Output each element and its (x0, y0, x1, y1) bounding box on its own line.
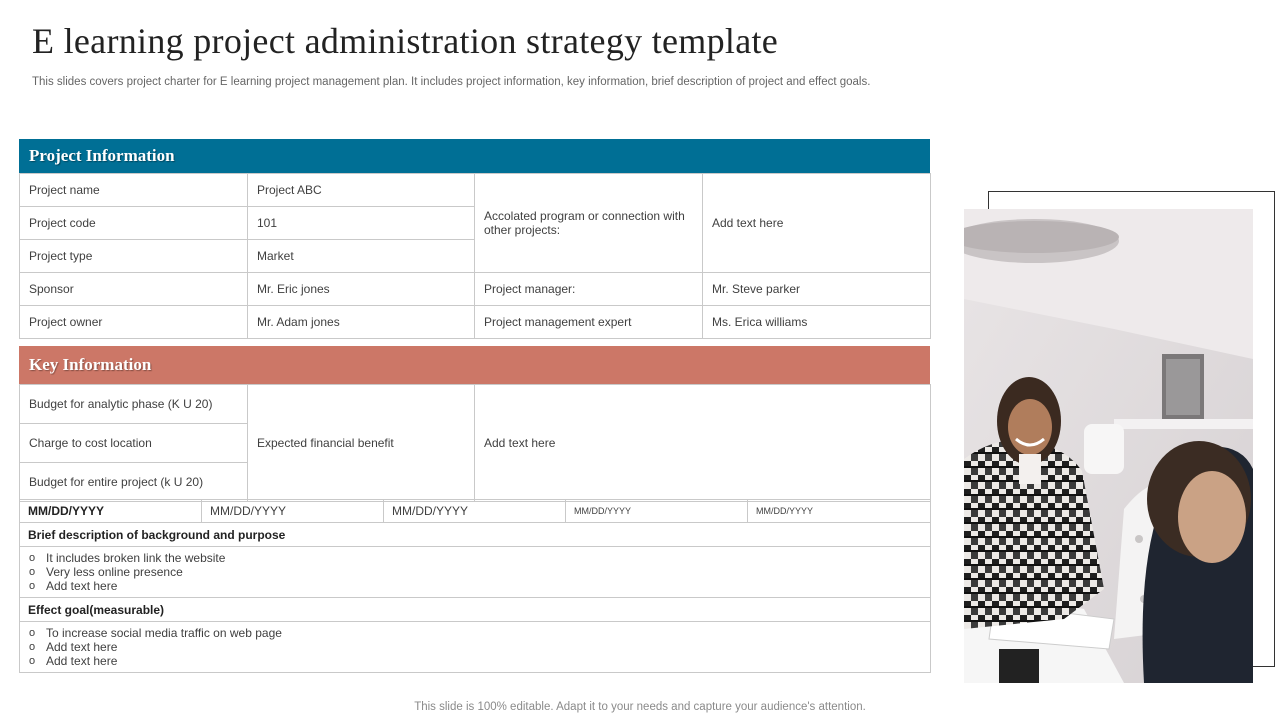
date-cell: MM/DD/YYYY (748, 500, 931, 523)
table-row (20, 523, 931, 547)
pm-expert-label: Project management expert (475, 306, 703, 339)
list-item: o To increase social media traffic on web page (28, 626, 922, 640)
project-manager-value: Mr. Steve parker (703, 273, 931, 306)
effect-goal-list (28, 626, 922, 668)
table-row (20, 500, 931, 523)
project-name-label: Project name (20, 174, 248, 207)
list-item: o Add text here (28, 640, 922, 654)
sponsor-value: Mr. Eric jones (248, 273, 475, 306)
list-item: o It includes broken link the website (28, 551, 922, 565)
office-meeting-photo (964, 209, 1253, 683)
photo-illustration (964, 209, 1253, 683)
brief-description-list (28, 551, 922, 593)
budget-analytic-label: Budget for analytic phase (K U 20) (20, 385, 248, 424)
project-manager-label: Project manager: (475, 273, 703, 306)
list-item: o Add text here (28, 579, 922, 593)
effect-goal-heading: Effect goal(measurable) (20, 598, 931, 622)
key-information-header: Key Information (19, 346, 930, 384)
accolated-program-label: Accolated program or connection with other projects: (475, 174, 703, 273)
project-name-value: Project ABC (248, 174, 475, 207)
slide-subtitle: This slides covers project charter for E learning project management plan. It includes project information, key information, brief description of project and effect goals. (32, 76, 871, 88)
expected-benefit-label: Expected financial benefit (248, 385, 475, 502)
dates-table (19, 499, 931, 523)
project-owner-value: Mr. Adam jones (248, 306, 475, 339)
table-row (20, 174, 931, 207)
project-owner-label: Project owner (20, 306, 248, 339)
table-row (20, 622, 931, 673)
budget-entire-label: Budget for entire project (k U 20) (20, 463, 248, 502)
expected-benefit-value: Add text here (475, 385, 931, 502)
footer-note: This slide is 100% editable. Adapt it to your needs and capture your audience's attention. (414, 701, 866, 713)
description-table (19, 522, 931, 673)
project-type-label: Project type (20, 240, 248, 273)
date-cell: MM/DD/YYYY (384, 500, 566, 523)
date-cell: MM/DD/YYYY (20, 500, 202, 523)
slide-title: E learning project administration strategy template (32, 21, 779, 61)
table-row (20, 598, 931, 622)
date-cell: MM/DD/YYYY (202, 500, 384, 523)
key-information-table (19, 384, 931, 502)
date-cell: MM/DD/YYYY (566, 500, 748, 523)
table-row (20, 547, 931, 598)
project-information-table (19, 173, 931, 339)
list-item: o Add text here (28, 654, 922, 668)
project-code-value: 101 (248, 207, 475, 240)
list-item: o Very less online presence (28, 565, 922, 579)
sponsor-label: Sponsor (20, 273, 248, 306)
accolated-program-value: Add text here (703, 174, 931, 273)
project-type-value: Market (248, 240, 475, 273)
project-information-header: Project Information (19, 139, 930, 173)
charge-cost-label: Charge to cost location (20, 424, 248, 463)
table-row (20, 273, 931, 306)
table-row (20, 306, 931, 339)
table-row (20, 385, 931, 424)
brief-description-heading: Brief description of background and purpose (20, 523, 931, 547)
pm-expert-value: Ms. Erica williams (703, 306, 931, 339)
project-code-label: Project code (20, 207, 248, 240)
